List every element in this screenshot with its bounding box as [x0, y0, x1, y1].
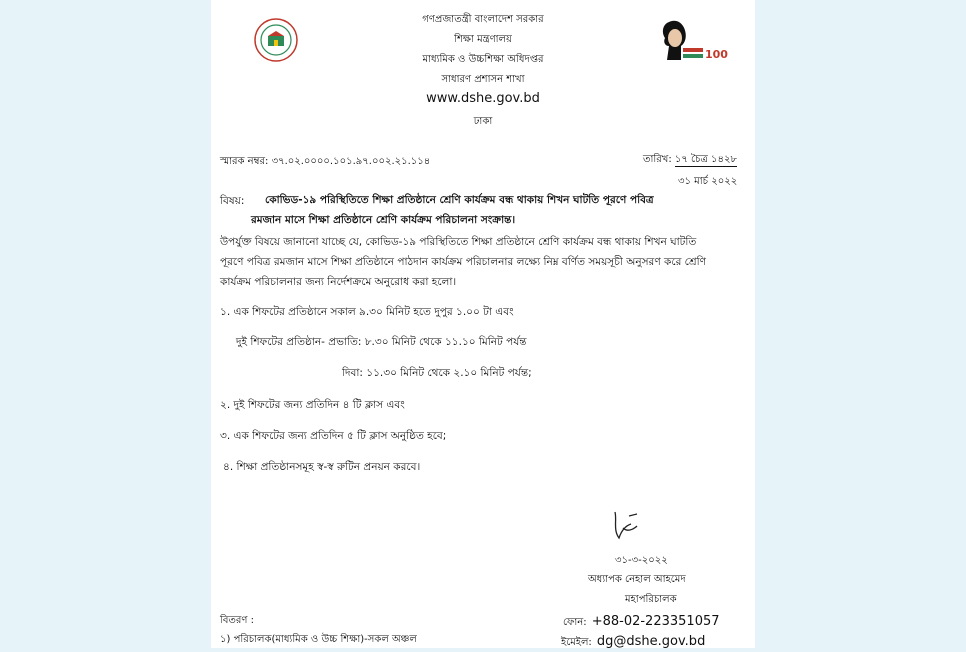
subject-line-1: কোভিড-১৯ পরিস্থিতিতে শিক্ষা প্রতিষ্ঠানে শ্রেণি কার্যক্রম বন্ধ থাকায় শিখন ঘাটতি পূরণে পবিত্র	[265, 194, 654, 206]
phone-label: ফোন:	[563, 617, 587, 628]
body-para-line-2: পূরণে পবিত্র রমজান মাসে শিক্ষা প্রতিষ্ঠানে পাঠদান কার্যক্রম পরিচালনার লক্ষ্যে নিম্ন বর্ণিত সময়সূচী অনুসরণ করে শ্রেণি	[220, 256, 706, 268]
signatory-email	[561, 630, 705, 652]
header-ministry: শিক্ষা মন্ত্রণালয়	[454, 34, 512, 45]
svg-text:100: 100	[705, 48, 728, 61]
memo-ref-label: স্মারক নম্বর:	[220, 156, 269, 167]
signatory-title: মহাপরিচালক	[625, 594, 677, 605]
header-website-link[interactable]: www.dshe.gov.bd	[426, 91, 540, 106]
schedule-item-2: ২. দুই শিফটের জন্য প্রতিদিন ৪ টি ক্লাস এবং	[220, 399, 405, 411]
email-address[interactable]: dg@dshe.gov.bd	[596, 634, 706, 649]
header-city: ঢাকা	[473, 116, 493, 127]
memo-date-bangla: ১৭ চৈত্র ১৪২৮	[674, 154, 737, 165]
schedule-item-1: ১. এক শিফটের প্রতিষ্ঠানে সকাল ৯.৩০ মিনিট হতে দুপুর ১.০০ টা এবং	[220, 306, 514, 318]
header-directorate: মাধ্যমিক ও উচ্চশিক্ষা অধিদপ্তর	[422, 54, 544, 65]
phone-number: +88-02-223351057	[591, 614, 720, 629]
memo-date-label: তারিখ:	[643, 154, 672, 165]
subject-label: বিষয়:	[220, 195, 245, 207]
schedule-item-4: ৪. শিক্ষা প্রতিষ্ঠানসমূহ স্ব-স্ব রুটিন প্রনয়ন করবে।	[223, 461, 421, 473]
signatory-name: অধ্যাপক নেহাল আহমেদ	[588, 574, 686, 585]
body-para-line-1: উপর্যুক্ত বিষয়ে জানানো যাচ্ছে যে, কোভিড-১৯ পরিস্থিতিতে শিক্ষা প্রতিষ্ঠানে শ্রেণি কার্যক্রম বন্ধ থাকায় শিখন ঘাটতি	[220, 236, 697, 248]
schedule-item-1-double-shift: দুই শিফটের প্রতিষ্ঠান- প্রভাতি: ৮.৩০ মিনিট থেকে ১১.১০ মিনিট পর্যন্ত	[236, 336, 527, 348]
document-page	[211, 0, 755, 648]
body-para-line-3: কার্যক্রম পরিচালনার জন্য নির্দেশক্রমে অনুরোধ করা হলো।	[220, 276, 457, 288]
signature-date: ৩১-৩-২০২২	[615, 555, 668, 566]
memo-reference	[220, 154, 430, 171]
schedule-item-1-day-shift: দিবা: ১১.৩০ মিনিট থেকে ২.১০ মিনিট পর্যন্ত;	[342, 367, 532, 379]
distribution-item-1: ১) পরিচালক(মাধ্যমিক ও উচ্চ শিক্ষা)-সকল অঞ্চল	[220, 634, 417, 645]
distribution-label: বিতরণ :	[220, 615, 255, 626]
memo-ref-number: ৩৭.০২.০০০০.১০১.৯৭.০০২.২১.১১৪	[271, 156, 431, 167]
signature-mark	[607, 508, 647, 542]
memo-date	[643, 152, 737, 169]
signatory-phone	[563, 610, 720, 632]
memo-date-english: ৩১ মার্চ ২০২২	[678, 176, 738, 187]
schedule-item-3: ৩. এক শিফটের জন্য প্রতিদিন ৫ টি ক্লাস অনুষ্ঠিত হবে;	[220, 430, 447, 442]
header-section: সাধারণ প্রশাসন শাখা	[441, 74, 525, 85]
subject-line-2: রমজান মাসে শিক্ষা প্রতিষ্ঠানে শ্রেণি কার্যক্রম পরিচালনা সংক্রান্ত।	[251, 214, 516, 226]
email-label: ইমেইল:	[561, 637, 592, 648]
header-govt: গণপ্রজাতন্ত্রী বাংলাদেশ সরকার	[422, 14, 544, 25]
